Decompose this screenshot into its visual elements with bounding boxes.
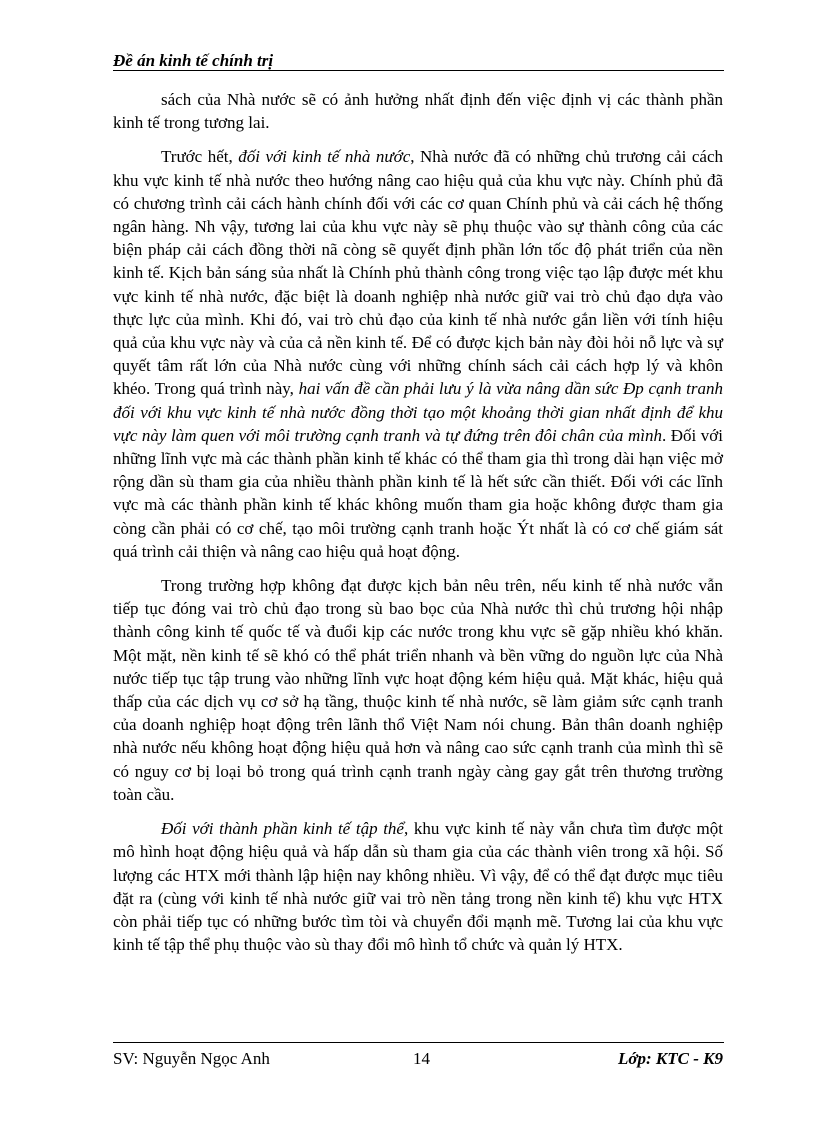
text-run: Trước hết, <box>161 147 239 167</box>
header-divider <box>113 70 724 71</box>
text-run: , khu vực kinh tế này vẫn chưa tìm được một mô hình hoạt động hiệu quả và hấp dẫn sù tham gia của các thành viên trong xã hội. Số lượng các HTX mới thành lập hiện nay không nhiều. Vì vậy, để có thể đạt được mục tiêu đặt ra (cùng với kinh tế nhà nước giữ vai trò nền tảng trong nền kinh tế) khu vực HTX còn phải tiếp tục có những bước tìm tòi và chuyển đổi mạnh mẽ. Tương lai của khu vực kinh tế tập thể phụ thuộc vào sù thay đổi mô hình tổ chức và quản lý HTX. <box>113 819 724 955</box>
header-title: Đề án kinh tế chính trị <box>113 51 274 70</box>
paragraph-continuation: sách của Nhà nước sẽ có ảnh hưởng nhất định đến việc định vị các thành phần kinh tế trong tương lai. <box>113 90 723 133</box>
italic-run: Đối với thành phần kinh tế tập thể <box>161 819 404 839</box>
paragraph-collective-economy <box>113 817 723 956</box>
paragraph-scenario: Trong trường hợp không đạt được kịch bản nêu trên, nếu kinh tế nhà nước vẫn tiếp tục đóng vai trò chủ đạo trong sù bao bọc của Nhà nước thì chủ trương hội nhập thành công kinh tế quốc tế và đuổi kịp các nước trong khu vực sẽ gặp nhiều khó khăn. Một mặt, nền kinh tế sẽ khó có thể phát triển nhanh và bền vững do nguồn lực của Nhà nước tiếp tục tập trung vào những lĩnh vực hoạt động kém hiệu quả. Mặt khác, hiệu quả thấp của các dịch vụ cơ sở hạ tầng, thuộc kinh tế nhà nước, sẽ làm giảm sức cạnh tranh của doanh nghiệp hoạt động trên lãnh thổ Việt Nam nói chung. Bản thân doanh nghiệp nhà nước nếu không hoạt động hiệu quả hơn và nâng cao sức cạnh tranh của mình thì sẽ có nguy cơ bị loại bỏ trong quá trình cạnh tranh ngày càng gay gắt trên thương trường toàn cầu. <box>113 576 723 804</box>
footer <box>113 1049 723 1071</box>
body-text <box>113 88 723 956</box>
footer-class: Lớp: KTC - K9 <box>618 1049 723 1068</box>
italic-run: hai vấn đề cần phải lưu ý là vừa nâng dần sức Ðp cạnh tranh đối với khu vực kinh tế nhà nước đồng thời tạo một khoảng thời gian nhất định để khu vực này làm quen với môi trường cạnh tranh và tự đứng trên đôi chân của mình <box>113 379 723 445</box>
text-run: . Đối với những lĩnh vực mà các thành phần kinh tế khác có thể tham gia thì trong dài hạn việc mở rộng dần sù tham gia của nhiều thành phần kinh tế là hết sức cần thiết. Đối với các lĩnh vực mà các thành phần kinh tế khác không muốn tham gia hoặc không được tham gia còng cần phải có cơ chế, tạo môi trường cạnh tranh hoặc Ýt nhất là có cơ chế giám sát quá trình cải thiện và nâng cao hiệu quả hoạt động. <box>113 425 724 561</box>
paragraph-state-economy <box>113 145 723 563</box>
text-run: , Nhà nước đã có những chủ trương cải cách khu vực kinh tế nhà nước theo hướng nâng cao hiệu quả của khu vực này. Chính phủ đã có chương trình cải cách hành chính đối với các cơ quan Chính phủ và cải cách hệ thống ngân hàng. Nh vậy, tương lai của khu vực này sẽ phụ thuộc vào sự thành công của các biện pháp cải cách đồng thời nã còng sẽ quyết định phần lớn tốc độ phát triển của nền kinh tế. Kịch bản sáng sủa nhất là Chính phủ thành công trong việc tạo lập được mét khu vực kinh tế nhà nước, đặc biệt là doanh nghiệp nhà nước giữ vai trò chủ đạo dựa vào thực lực của mình. Khi đó, vai trò chủ đạo của kinh tế nhà nước gắn liền với tính hiệu quả của khu vực này và của cả nền kinh tế. Để có được kịch bản này đòi hỏi nỗ lực và sự quyết tâm rất lớn của Nhà nước cùng với những chính sách cải cách hợp lý và khôn khéo. Trong quá trình này, <box>113 147 723 399</box>
footer-divider <box>113 1042 724 1043</box>
footer-student: SV: Nguyễn Ngọc Anh <box>113 1049 270 1068</box>
page-number: 14 <box>413 1049 430 1068</box>
italic-run: đối với kinh tế nhà nước <box>238 147 411 167</box>
